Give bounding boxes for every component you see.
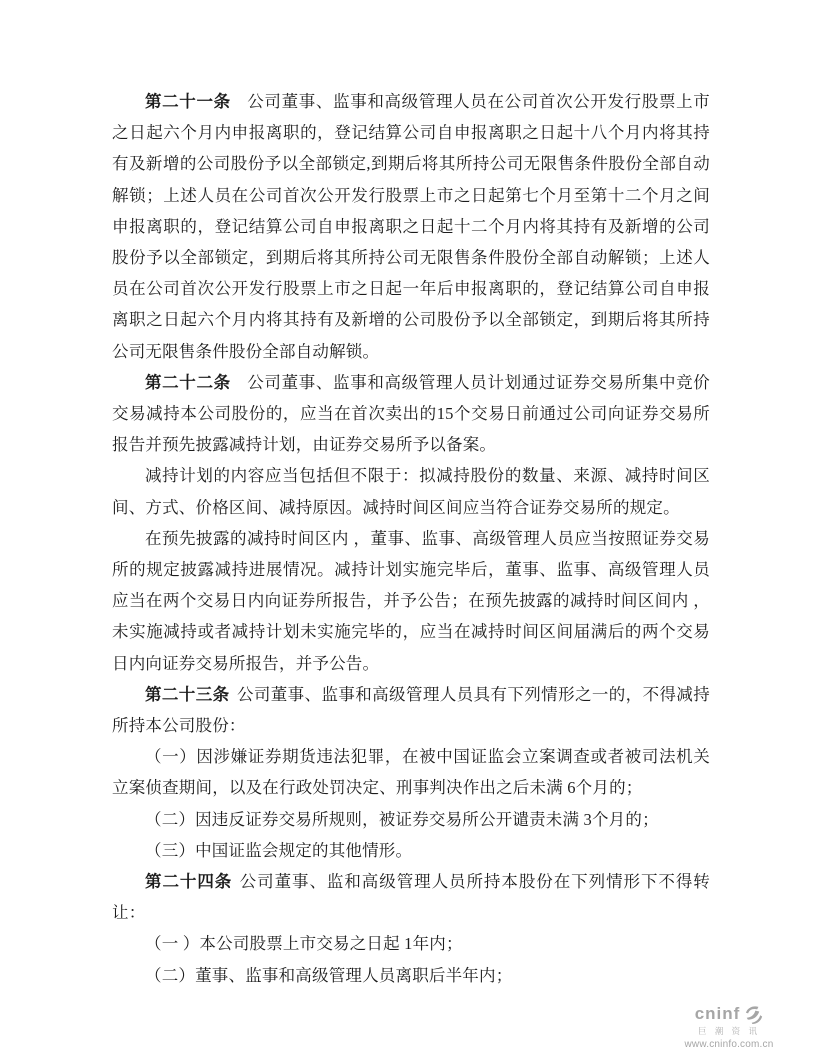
cninfo-url: www.cninfo.com.cn: [684, 1039, 774, 1050]
cninfo-watermark: [654, 1004, 804, 1050]
article-23-paragraph: [112, 679, 710, 741]
cninfo-chinese-name: 巨 潮 资 讯: [697, 1026, 761, 1036]
article-23-text: 公司董事、监事和高级管理人员具有下列情形之一的，不得减持所持本公司股份：: [112, 684, 710, 736]
article-24-item-2: （二）董事、监事和高级管理人员离职后半年内；: [145, 965, 513, 985]
article-22-heading: 第二十二条: [145, 372, 231, 392]
article-22-text: 公司董事、监事和高级管理人员计划通过证券交易所集中竞价交易减持本公司股份的，应当在首次卖出的15个交易日前通过公司向证券交易所报告并预先披露减持计划，由证券交易所予以备案。: [112, 372, 711, 455]
cninfo-logo-row: [654, 1004, 804, 1024]
reduction-plan-content-paragraph: 减持计划的内容应当包括但不限于：拟减持股份的数量、来源、减持时间区间、方式、价格区间、减持原因。减持时间区间应当符合证券交易所的规定。: [112, 466, 710, 517]
article-23-heading: 第二十三条: [145, 684, 230, 704]
article-23-item-2: （二）因违反证券交易所规则，被证券交易所公开谴责未满 3个月的；: [145, 809, 659, 829]
cninfo-logo-text: cninf: [694, 1004, 741, 1023]
article-23-item-3: （三）中国证监会规定的其他情形。: [145, 840, 413, 860]
article-24-item-1: （一 ）本公司股票上市交易之日起 1年内；: [145, 934, 463, 954]
article-24-heading: 第二十四条: [145, 872, 233, 892]
article-23-item-1: （一）因涉嫌证券期货违法犯罪，在被中国证监会立案调查或者被司法机关立案侦查期间，以及在行政处罚决定、刑事判决作出之后未满 6个月的；: [112, 747, 710, 798]
cninfo-swirl-icon: [743, 1004, 763, 1024]
article-24-text: 公司董事、监和高级管理人员所持本股份在下列情形下不得转让：: [112, 872, 711, 923]
article-21-heading: 第二十一条: [145, 92, 231, 111]
document-body: [112, 86, 710, 991]
disclosure-progress-paragraph: 在预先披露的减持时间区内 ，董事、监事、高级管理人员应当按照证券交易所的规定披露减持进展情况。减持计划实施完毕后，董事、监事、高级管理人员应当在两个交易日内向证券所报告，并予公告；在预先披露的减持时间区间内 ，未实施减持或者减持计划未实施完毕的，应当在减持时间区间届满后的两个交易日内向证券交易所报告，并予公告。: [112, 528, 710, 673]
article-22-paragraph: [112, 367, 710, 461]
article-24-paragraph: [112, 866, 710, 928]
article-21-paragraph: [112, 86, 710, 367]
article-21-text: 公司董事、监事和高级管理人员在公司首次公开发行股票上市之日起六个月内申报离职的，登记结算公司自申报离职之日起十八个月内将其持有及新增的公司股份予以全部锁定,到期后将其所持公司无限售条件股份全部自动解锁；上述人员在公司首次公开发行股票上市之日起第七个月至第十二个月之间申报离职的，登记结算公司自申报离职之日起十二个月内将其持有及新增的公司股份予以全部锁定，到期后将其所持公司无限售条件股份全部自动解锁；上述人员在公司首次公开发行股票上市之日起一年后申报离职的，登记结算公司自申报离职之日起六个月内将其持有及新增的公司股份予以全部锁定，到期后将其所持公司无限售条件股份全部自动解锁。: [112, 92, 711, 361]
